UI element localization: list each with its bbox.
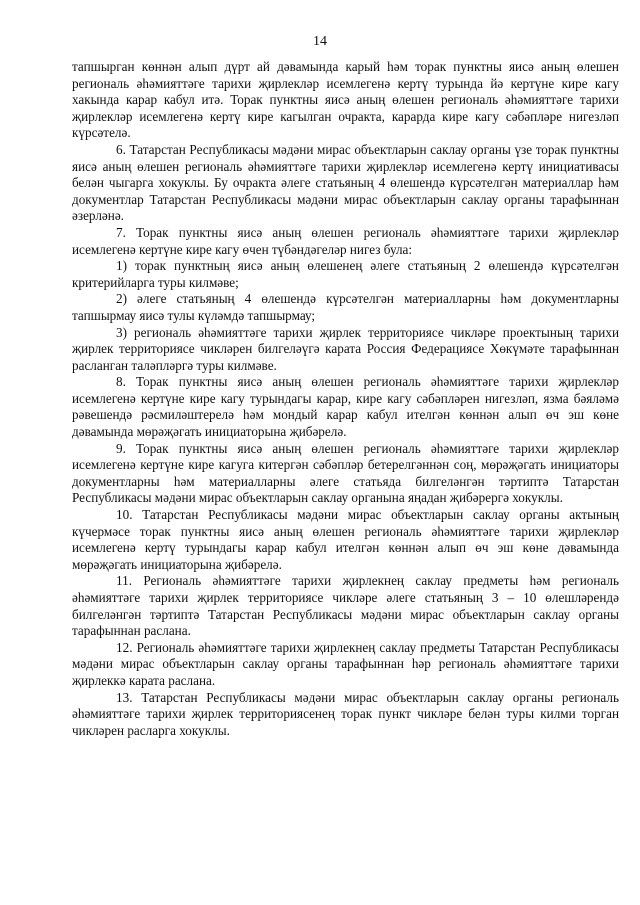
paragraph-10: 10. Татарстан Республикасы мәдәни мирас объектларын саклау органы актының күчермәсе торак пунктны яисә аның өлешен региональ әһәмияттәге тарихи җирлекләр исемлегенә кертү турындагы карар кабул ителгән көннән алып өч эш көне дәвамында мөрәҗәгать инициаторына җибәрелә.: [72, 507, 619, 572]
paragraph-6: 6. Татарстан Республикасы мәдәни мирас объектларын саклау органы үзе торак пунктны яисә аның өлешен региональ әһәмияттәге тарихи җирлекләр исемлегенә кертү инициативасы белән чыгарга хокуклы. Бу очракта әлеге статьяның 4 өлешендә күрсәтелгән материаллар һәм документлар Татарстан Республикасы мәдәни мирас объектларын саклау органы тарафыннан әзерләнә.: [72, 141, 619, 224]
paragraph-12: 12. Региональ әһәмияттәге тарихи җирлекнең саклау предметы Татарстан Республикасы мәдәни мирас объектларын саклау органы тарафыннан һәр региональ әһәмияттәге тарихи җирлеккә карата раслана.: [72, 639, 619, 688]
paragraph-7: 7. Торак пунктны яисә аның өлешен региональ әһәмияттәге тарихи җирлекләр исемлегенә кертүне кире кагу өчен түбәндәгеләр нигез була:: [72, 224, 619, 257]
paragraph-continuation: тапшырган көннән алып дүрт ай дәвамында карый һәм торак пунктны яисә аның өлешен региональ әһәмияттәге тарихи җирлекләр исемлегенә кертү турында йә кертүне кире кагу хакында карар кабул итә. Торак пунктны яисә аның өлешен региональ әһәмияттәге тарихи җирлекләр исемлегенә кертү кире кагылган очракта, карарда кире кагу сәбәпләре нигезләп күрсәтелә.: [72, 59, 619, 141]
page-number: 14: [313, 34, 327, 49]
paragraph-8: 8. Торак пунктны яисә аның өлешен региональ әһәмияттәге тарихи җирлекләр исемлегенә кертүне кире кагу турындагы карар, кире кагу сәбәпләрен нигезләп, язма бәяләмә рәвешендә рәсмиләштерелә һәм мондый карар кабул ителгән көннән алып өч эш көне дәвамында мөрәҗәгать инициаторына җибәрелә.: [72, 374, 619, 440]
paragraph-7-item-1: 1) торак пунктның яисә аның өлешенең әлеге статьяның 2 өлешендә күрсәтелгән критерийларга туры килмәве;: [72, 258, 619, 290]
body-text: [72, 59, 619, 739]
paragraph-7-item-3: 3) региональ әһәмияттәге тарихи җирлек территориясе чикләре проектының тарихи җирлек территориясе чикләрен билгеләүгә карата Россия Федерациясе Хөкүмәте тарафыннан расланган таләпләргә туры килмәве.: [72, 324, 619, 373]
paragraph-11: 11. Региональ әһәмияттәге тарихи җирлекнең саклау предметы һәм региональ әһәмияттәге тарихи җирлек территориясе чикләре әлеге статьяның 3 – 10 өлешләрендә билгеләнгән тәртиптә Татарстан Республикасы мәдәни мирас объектларын саклау органы тарафыннан раслана.: [72, 573, 619, 639]
paragraph-13: 13. Татарстан Республикасы мәдәни мирас объектларын саклау органы региональ әһәмияттәге тарихи җирлек территориясенең торак пункт чикләре белән туры килми торган чикләрен расларга хокуклы.: [72, 689, 619, 738]
paragraph-9: 9. Торак пунктны яисә аның өлешен региональ әһәмияттәге тарихи җирлекләр исемлегенә кертүне кире кагуга китергән сәбәпләр бетерелгәннән соң, мөрәҗәгать инициаторы документларны һәм материалларны әлеге статьяда билгеләнгән тәртиптә Татарстан Республикасы мәдәни мирас объектларын саклау органына яңадан җибәрергә хокуклы.: [72, 440, 619, 506]
paragraph-7-item-2: 2) әлеге статьяның 4 өлешендә күрсәтелгән материалларны һәм документларны тапшырмау яисә тулы күләмдә тапшырмау;: [72, 291, 619, 323]
